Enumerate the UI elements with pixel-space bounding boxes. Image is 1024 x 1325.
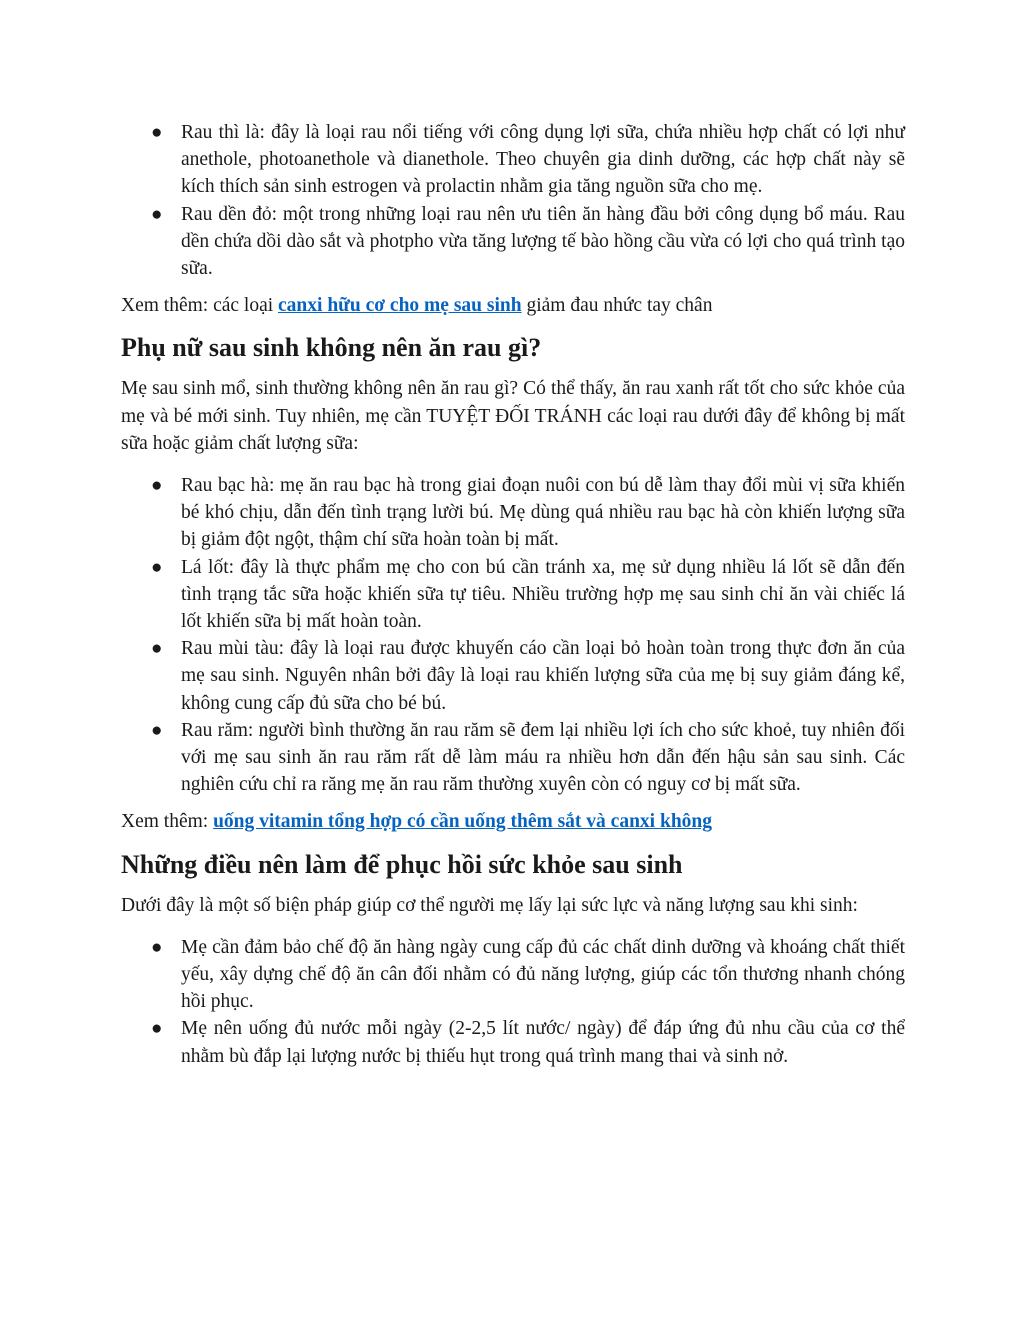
bullet-icon: ● — [151, 122, 163, 143]
list-item: ● Mẹ cần đảm bảo chế độ ăn hàng ngày cung cấp đủ các chất dinh dưỡng và khoáng chất thiết yếu, xây dựng chế độ ăn cân đối nhằm có đủ năng lượng, giúp các tổn thương nhanh chóng hồi phục. — [181, 934, 905, 1016]
bullet-icon: ● — [151, 475, 163, 497]
bullet-list-beneficial-vegetables — [121, 119, 905, 282]
bullet-icon: ● — [151, 203, 163, 225]
paragraph: Dưới đây là một số biện pháp giúp cơ thể người mẹ lấy lại sức lực và năng lượng sau khi sinh: — [121, 894, 858, 916]
list-item: ● Rau răm: người bình thường ăn rau răm sẽ đem lại nhiều lợi ích cho sức khoẻ, tuy nhiên đối với mẹ sau sinh ăn rau răm rất dễ làm máu ra nhiều hơn dẫn đến hậu sản sau sinh. Các nghiên cứu chỉ ra răng mẹ ăn rau răm thường xuyên còn có nguy cơ bị mất sữa. — [181, 717, 905, 799]
section-heading: Những điều nên làm để phục hồi sức khỏe sau sinh — [121, 849, 683, 879]
paragraph: Mẹ sau sinh mổ, sinh thường không nên ăn rau gì? Có thể thấy, ăn rau xanh rất tốt cho sức khỏe của mẹ và bé mới sinh. Tuy nhiên, mẹ cần TUYỆT ĐỐI TRÁNH các loại rau dưới đây để không bị mất sữa hoặc giảm chất lượng sữa: — [121, 378, 905, 454]
list-item: ● Mẹ nên uống đủ nước mỗi ngày (2-2,5 lít nước/ ngày) để đáp ứng đủ nhu cầu của cơ thể nhằm bù đắp lại lượng nước bị thiếu hụt trong quá trình mang thai và sinh nở. — [181, 1015, 905, 1069]
bullet-icon: ● — [151, 936, 163, 958]
see-more-link-calcium[interactable]: canxi hữu cơ cho mẹ sau sinh — [278, 295, 522, 317]
bullet-list-recovery-tips — [121, 934, 905, 1070]
list-item: ● Rau dền đỏ: một trong những loại rau nên ưu tiên ăn hàng đầu bởi công dụng bổ máu. Rau dền chứa dồi dào sắt và photpho vừa tăng lượng tế bào hồng cầu vừa có lợi cho quá trình tạo sữa. — [181, 201, 905, 283]
list-item: ● Rau thì là: đây là loại rau nổi tiếng với công dụng lợi sữa, chứa nhiều hợp chất có lợi như anethole, photoanethole và dianethole. Theo chuyên gia dinh dưỡng, các hợp chất này sẽ kích thích sản sinh estrogen và prolactin nhằm gia tăng nguồn sữa cho mẹ. — [181, 119, 905, 201]
list-item: ● Rau mùi tàu: đây là loại rau được khuyến cáo cần loại bỏ hoàn toàn trong thực đơn ăn của mẹ sau sinh. Nguyên nhân bởi đây là loại rau khiến lượng sữa của mẹ bị suy giảm đáng kể, không cung cấp đủ sữa cho bé bú. — [181, 635, 905, 717]
list-item: ● Lá lốt: đây là thực phẩm mẹ cho con bú cần tránh xa, mẹ sử dụng nhiều lá lốt sẽ dẫn đến tình trạng tắc sữa hoặc khiến sữa tự tiêu. Nhiều trường hợp mẹ sau sinh chỉ ăn vài chiếc lá lốt khiến sữa bị mất hoàn toàn. — [181, 554, 905, 636]
bullet-list-vegetables-to-avoid — [121, 472, 905, 798]
section-heading: Phụ nữ sau sinh không nên ăn rau gì? — [121, 333, 542, 363]
bullet-icon: ● — [151, 556, 163, 578]
see-more-link-vitamin[interactable]: uống vitamin tổng hợp có cần uống thêm sắt và canxi không — [213, 811, 713, 833]
bullet-icon: ● — [151, 638, 163, 660]
bullet-icon: ● — [151, 719, 163, 741]
document-body — [121, 119, 905, 1070]
bullet-icon: ● — [151, 1018, 163, 1040]
list-item: ● Rau bạc hà: mẹ ăn rau bạc hà trong giai đoạn nuôi con bú dễ làm thay đổi mùi vị sữa khiến bé khó chịu, dẫn đến tình trạng lười bú. Mẹ dùng quá nhiều rau bạc hà còn khiến lượng sữa bị giảm đột ngột, thậm chí sữa hoàn toàn bị mất. — [181, 472, 905, 554]
see-more-line: Xem thêm: các loại canxi hữu cơ cho mẹ sau sinh giảm đau nhức tay chân — [121, 295, 713, 317]
see-more-line: Xem thêm: uống vitamin tổng hợp có cần uống thêm sắt và canxi không — [121, 811, 713, 833]
